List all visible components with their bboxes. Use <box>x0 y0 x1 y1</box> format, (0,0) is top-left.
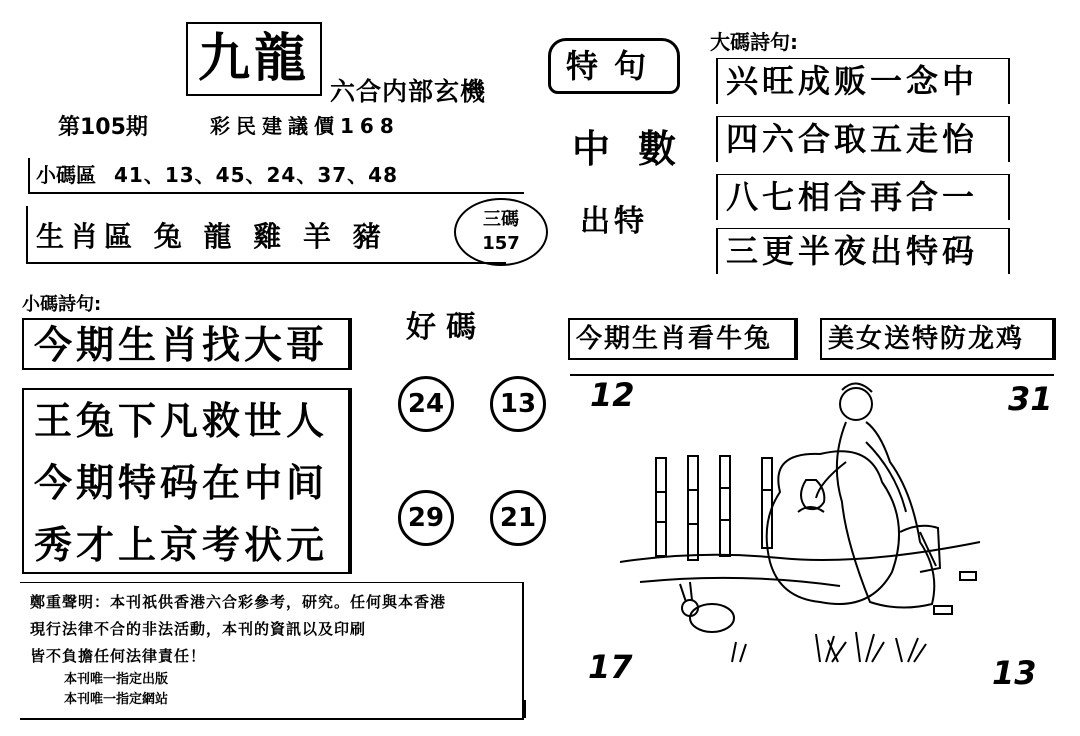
small-poem-line: 今期生肖找大哥 <box>34 323 329 367</box>
good-code-number: 24 <box>398 376 454 432</box>
corner-number-top-right: 31 <box>1008 380 1053 418</box>
big-poem-line: 四六合取五走怡 <box>716 116 1010 162</box>
edge-mark <box>524 700 526 718</box>
small-poem-box-1 <box>22 318 352 370</box>
disclaimer-note: 本刊唯一指定網站 <box>64 692 169 707</box>
good-code-number: 13 <box>490 376 546 432</box>
lady-rabbit-illustration <box>620 372 1000 672</box>
big-poem-line: 八七相合再合一 <box>716 174 1010 220</box>
special-word-2: 數 <box>638 127 677 171</box>
corner-number-bottom-left: 17 <box>588 648 633 686</box>
big-poem-label: 大碼詩句: <box>710 30 798 54</box>
disclaimer-line: 皆不負擔任何法律責任！ <box>30 647 207 665</box>
special-hint-box: 美女送特防龙鸡 <box>820 318 1056 360</box>
zodiac-animals: 兔 龍 雞 羊 豬 <box>153 220 387 253</box>
page-title: 九龍 <box>186 22 322 96</box>
zodiac-zone <box>26 206 506 264</box>
suggested-price: 彩民建議價168 <box>210 114 400 138</box>
big-poem-line: 三更半夜出特码 <box>716 228 1010 274</box>
small-poem-line: 秀才上京考状元 <box>34 523 329 567</box>
special-word-1: 中 <box>572 127 611 171</box>
corner-number-bottom-right: 13 <box>992 654 1037 692</box>
issue-number: 第105期 <box>58 115 148 140</box>
small-code-zone-label: 小碼區 <box>36 163 96 187</box>
special-word-3: 出特 <box>580 204 648 239</box>
small-code-zone <box>28 158 524 194</box>
good-code-number: 29 <box>398 490 454 546</box>
page-subtitle: 六合内部玄機 <box>330 77 487 106</box>
disclaimer-line: 現行法律不合的非法活動，本刊的資訊以及印刷 <box>30 620 367 638</box>
special-sentence-tag: 特句 <box>548 38 680 94</box>
three-code-badge <box>454 198 548 266</box>
small-code-numbers: 41、13、45、24、37、48 <box>114 163 398 187</box>
small-poem-line: 今期特码在中间 <box>34 461 329 505</box>
zodiac-hint-box: 今期生肖看牛兔 <box>568 318 798 360</box>
three-code-value: 157 <box>482 233 520 254</box>
good-codes-title: 好碼 <box>406 310 486 345</box>
small-poem-label: 小碼詩句: <box>22 294 102 315</box>
three-code-label: 三碼 <box>483 209 519 230</box>
small-poem-line: 王兔下凡救世人 <box>34 399 329 443</box>
disclaimer-box <box>20 582 524 720</box>
zodiac-zone-label: 生肖區 <box>36 220 139 253</box>
small-poem-box-2 <box>22 388 352 574</box>
corner-number-top-left: 12 <box>590 376 635 414</box>
good-code-number: 21 <box>490 490 546 546</box>
big-poem-line: 兴旺成贩一念中 <box>716 58 1010 104</box>
disclaimer-note: 本刊唯一指定出版 <box>64 672 169 687</box>
disclaimer-line: 鄭重聲明：本刊祇供香港六合彩參考，研究。任何與本香港 <box>30 593 447 611</box>
